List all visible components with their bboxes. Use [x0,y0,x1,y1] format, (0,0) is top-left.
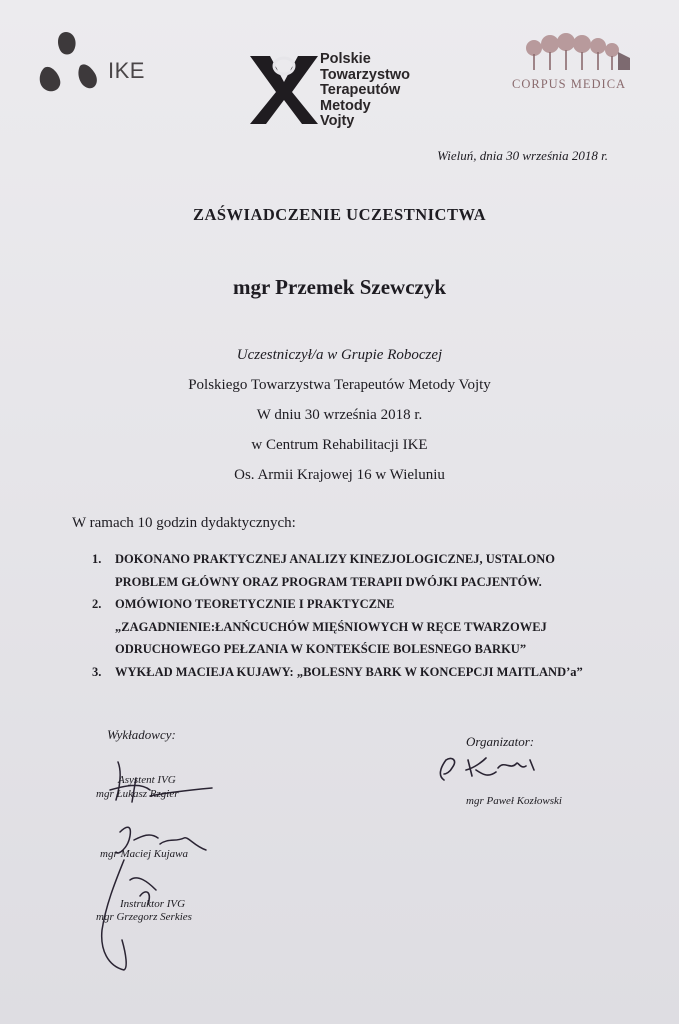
info-line: w Centrum Rehabilitacji IKE [251,437,428,453]
ptt-line: Polskie [320,51,371,67]
info-line: W dniu 30 września 2018 r. [256,407,423,423]
ptt-line: Vojty [320,113,355,129]
list-item [92,593,612,661]
item-line: WYKŁAD MACIEJA KUJAWY: „BOLESNY BARK W KONCEPCJI MAITLAND’a” [115,664,583,679]
lecturer-2-name: mgr Maciej Kujawa [100,848,188,860]
organizer-name: mgr Paweł Kozłowski [466,795,562,807]
ptt-line: Towarzystwo [320,66,410,83]
list-item [92,548,612,593]
participant-name: mgr Przemek Szewczyk [232,275,447,299]
lecturer-1-name: mgr Łukasz Rzgier [96,788,179,800]
ike-logo-text: IKE [108,58,145,83]
corpus-medica-text: CORPUS MEDICA [512,77,627,91]
item-line: OMÓWIONO TEORETYCZNIE I PRAKTYCZNE [115,597,395,611]
program-list [92,548,612,683]
document-title: ZAŚWIADCZENIE UCZESTNICTWA [192,205,487,224]
info-line: Uczestniczył/a w Grupie Roboczej [236,347,443,363]
lecturer-3-role: Instruktor IVG [120,898,186,910]
item-line: ODRUCHOWEGO PEŁZANIA W KONTEKŚCIE BOLESNEGO BARKU” [115,642,527,656]
lecturer-3-name: mgr Grzegorz Serkies [96,911,192,923]
item-number: 1. [92,552,102,566]
list-item [92,661,612,684]
item-line: „ZAGADNIENIE:ŁANŃCUCHÓW MIĘŚNIOWYCH W RĘCE TWARZOWEJ [115,619,547,634]
item-line: DOKONANO PRAKTYCZNEJ ANALIZY KINEZJOLOGICZNEJ, USTALONO [115,552,555,566]
ptt-line: Terapeutów [320,82,401,98]
vojta-logo-icon [246,48,322,128]
trees-logo-icon [506,32,636,82]
participation-info [0,340,679,490]
organizer-label: Organizator: [466,734,535,749]
item-line: PROBLEM GŁÓWNY ORAZ PROGRAM TERAPII DWÓJKI PACJENTÓW. [115,574,542,589]
item-number: 2. [92,597,102,611]
place-date: Wieluń, dnia 30 września 2018 r. [437,148,608,163]
lecturer-1-role: Asystent IVG [118,774,176,786]
info-line: Polskiego Towarzystwa Terapeutów Metody Vojty [188,377,491,393]
ptt-logo-text [320,52,410,130]
program-intro: W ramach 10 godzin dydaktycznych: [72,515,296,531]
item-number: 3. [92,664,102,679]
lecturers-label: Wykładowcy: [107,727,176,742]
ptt-line: Metody [320,97,371,114]
info-line: Os. Armii Krajowej 16 w Wieluniu [234,467,445,483]
